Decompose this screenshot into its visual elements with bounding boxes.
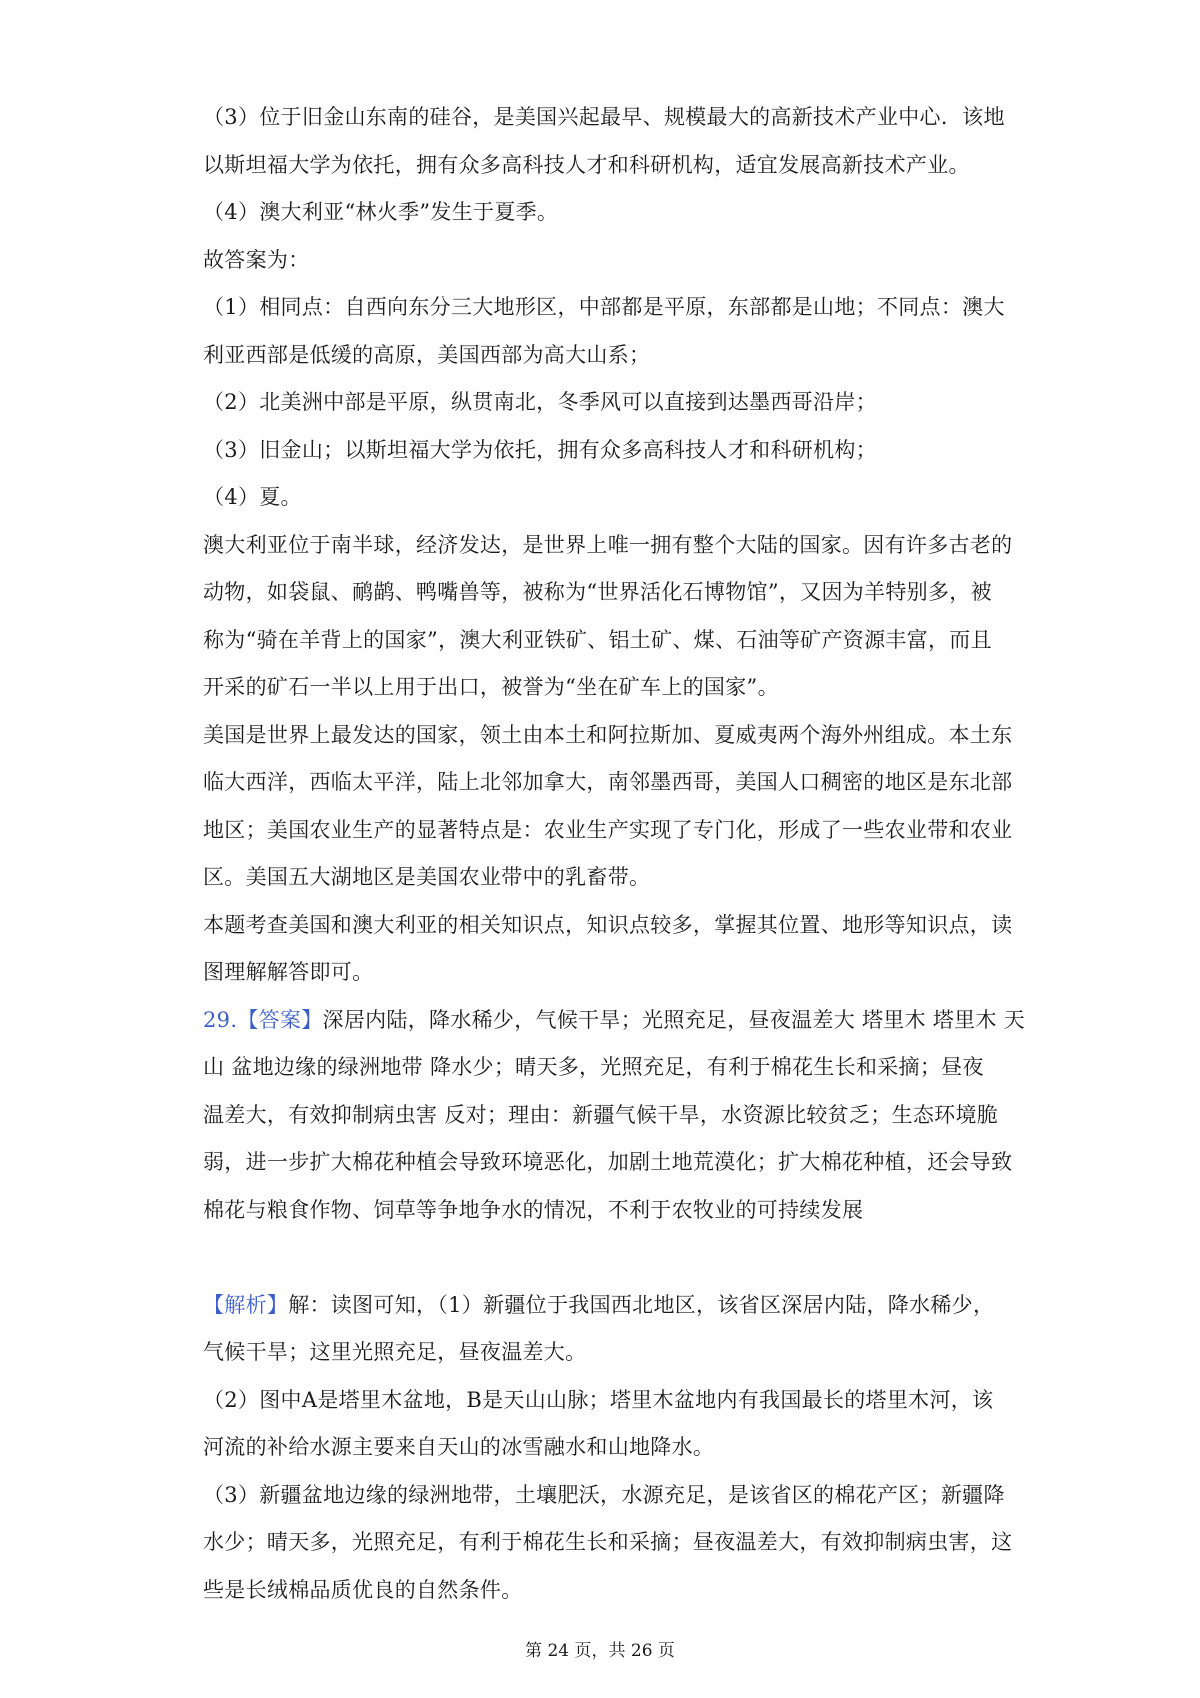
text-line: 动物，如袋鼠、鸸鹋、鸭嘴兽等，被称为“世界活化石博物馆”，又因为羊特别多，被 bbox=[203, 580, 992, 604]
p-summary bbox=[203, 902, 1013, 997]
text-line: （2）图中A是塔里木盆地，B是天山山脉；塔里木盆地内有我国最长的塔里木河，该 bbox=[203, 1387, 994, 1412]
text-line: 图理解解答即可。 bbox=[203, 960, 374, 984]
text-line: 河流的补给水源主要来自天山的冰雪融水和山地降水。 bbox=[203, 1435, 715, 1459]
text-line: 棉花与粮食作物、饲草等争地争水的情况，不利于农牧业的可持续发展 bbox=[203, 1197, 864, 1222]
q29-analysis-paragraph bbox=[203, 1282, 1003, 1377]
answer-text: 深居内陆，降水稀少，气候干旱；光照充足，昼夜温差大 塔里木 塔里木 天 bbox=[322, 1007, 1026, 1032]
text-line: 故答案为： bbox=[203, 247, 310, 272]
p-answer-intro bbox=[203, 237, 1003, 285]
text-line: 利亚西部是低缓的高原，美国西部为高大山系； bbox=[203, 342, 651, 367]
text-line: 水少；晴天多，光照充足，有利于棉花生长和采摘；昼夜温差大，有效抑制病虫害，这 bbox=[203, 1530, 1013, 1554]
p-ans-1 bbox=[203, 284, 1003, 379]
text-line: 以斯坦福大学为依托，拥有众多高科技人才和科研机构，适宜发展高新技术产业。 bbox=[203, 152, 970, 177]
p-ans-4 bbox=[203, 474, 1003, 522]
text-line: 称为“骑在羊背上的国家”，澳大利亚铁矿、铝土矿、煤、石油等矿产资源丰富，而且 bbox=[203, 627, 992, 652]
text-line: 本题考查美国和澳大利亚的相关知识点，知识点较多，掌握其位置、地形等知识点，读 bbox=[203, 912, 1013, 937]
p-usa bbox=[203, 712, 1013, 902]
text-line: （2）北美洲中部是平原，纵贯南北，冬季风可以直接到达墨西哥沿岸； bbox=[203, 390, 877, 414]
p-q29-3 bbox=[203, 1472, 1013, 1615]
answer-tag: 【答案】 bbox=[237, 1007, 323, 1032]
text-line: 美国是世界上最发达的国家，领土由本土和阿拉斯加、夏威夷两个海外州组成。本土东 bbox=[203, 722, 1013, 747]
p-sv-4 bbox=[203, 189, 1003, 237]
analysis-text: 解：读图可知，（1）新疆位于我国西北地区，该省区深居内陆，降水稀少， bbox=[288, 1292, 995, 1317]
text-line: （3）新疆盆地边缘的绿洲地带，土壤肥沃，水源充足，是该省区的棉花产区；新疆降 bbox=[203, 1482, 1005, 1507]
paragraph-container bbox=[203, 94, 1013, 997]
p-ans-2 bbox=[203, 379, 1003, 427]
text-line: 地区；美国农业生产的显著特点是：农业生产实现了专门化，形成了一些农业带和农业 bbox=[203, 817, 1013, 842]
text-line: （1）相同点：自西向东分三大地形区，中部都是平原，东部都是山地；不同点：澳大 bbox=[203, 295, 1005, 319]
p-australia bbox=[203, 522, 1013, 712]
text-line: 温差大，有效抑制病虫害 反对；理由：新疆气候干旱，水资源比较贫乏；生态环境脆 bbox=[203, 1102, 999, 1127]
p-sv-3 bbox=[203, 94, 1003, 189]
q29-analysis-first-line bbox=[203, 1282, 1003, 1330]
text-line: （4）夏。 bbox=[203, 485, 302, 509]
analysis-tag: 【解析】 bbox=[203, 1292, 289, 1317]
p-q29-2 bbox=[203, 1377, 1003, 1472]
text-line: （3）位于旧金山东南的硅谷，是美国兴起最早、规模最大的高新技术产业中心．该地 bbox=[203, 105, 1005, 129]
text-line: 山 盆地边缘的绿洲地带 降水少；晴天多，光照充足，有利于棉花生长和采摘；昼夜 bbox=[203, 1055, 984, 1079]
q29-analysis-container bbox=[203, 1377, 1013, 1615]
text-line: （3）旧金山；以斯坦福大学为依托，拥有众多高科技人才和科研机构； bbox=[203, 437, 877, 462]
document-body bbox=[203, 94, 1026, 1614]
q29-answer-paragraph bbox=[203, 997, 1026, 1235]
spacer bbox=[203, 1234, 1003, 1282]
text-line: 澳大利亚位于南半球，经济发达，是世界上唯一拥有整个大陆的国家。因有许多古老的 bbox=[203, 532, 1013, 557]
text-line: 弱，进一步扩大棉花种植会导致环境恶化，加剧土地荒漠化；扩大棉花种植，还会导致 bbox=[203, 1150, 1013, 1174]
page-footer: 第 24 页，共 26 页 bbox=[525, 1641, 675, 1661]
text-line: 气候干旱；这里光照充足，昼夜温差大。 bbox=[203, 1340, 587, 1364]
question-number: 29. bbox=[203, 1007, 238, 1032]
q29-answer-first-line bbox=[203, 997, 1026, 1045]
p-ans-3 bbox=[203, 427, 1003, 475]
text-line: 区。美国五大湖地区是美国农业带中的乳畜带。 bbox=[203, 865, 651, 889]
text-line: （4）澳大利亚“林火季”发生于夏季。 bbox=[203, 200, 559, 224]
text-line: 临大西洋，西临太平洋，陆上北邻加拿大，南邻墨西哥，美国人口稠密的地区是东北部 bbox=[203, 770, 1013, 794]
text-line: 些是长绒棉品质优良的自然条件。 bbox=[203, 1577, 523, 1602]
text-line: 开采的矿石一半以上用于出口，被誉为“坐在矿车上的国家”。 bbox=[203, 675, 779, 699]
